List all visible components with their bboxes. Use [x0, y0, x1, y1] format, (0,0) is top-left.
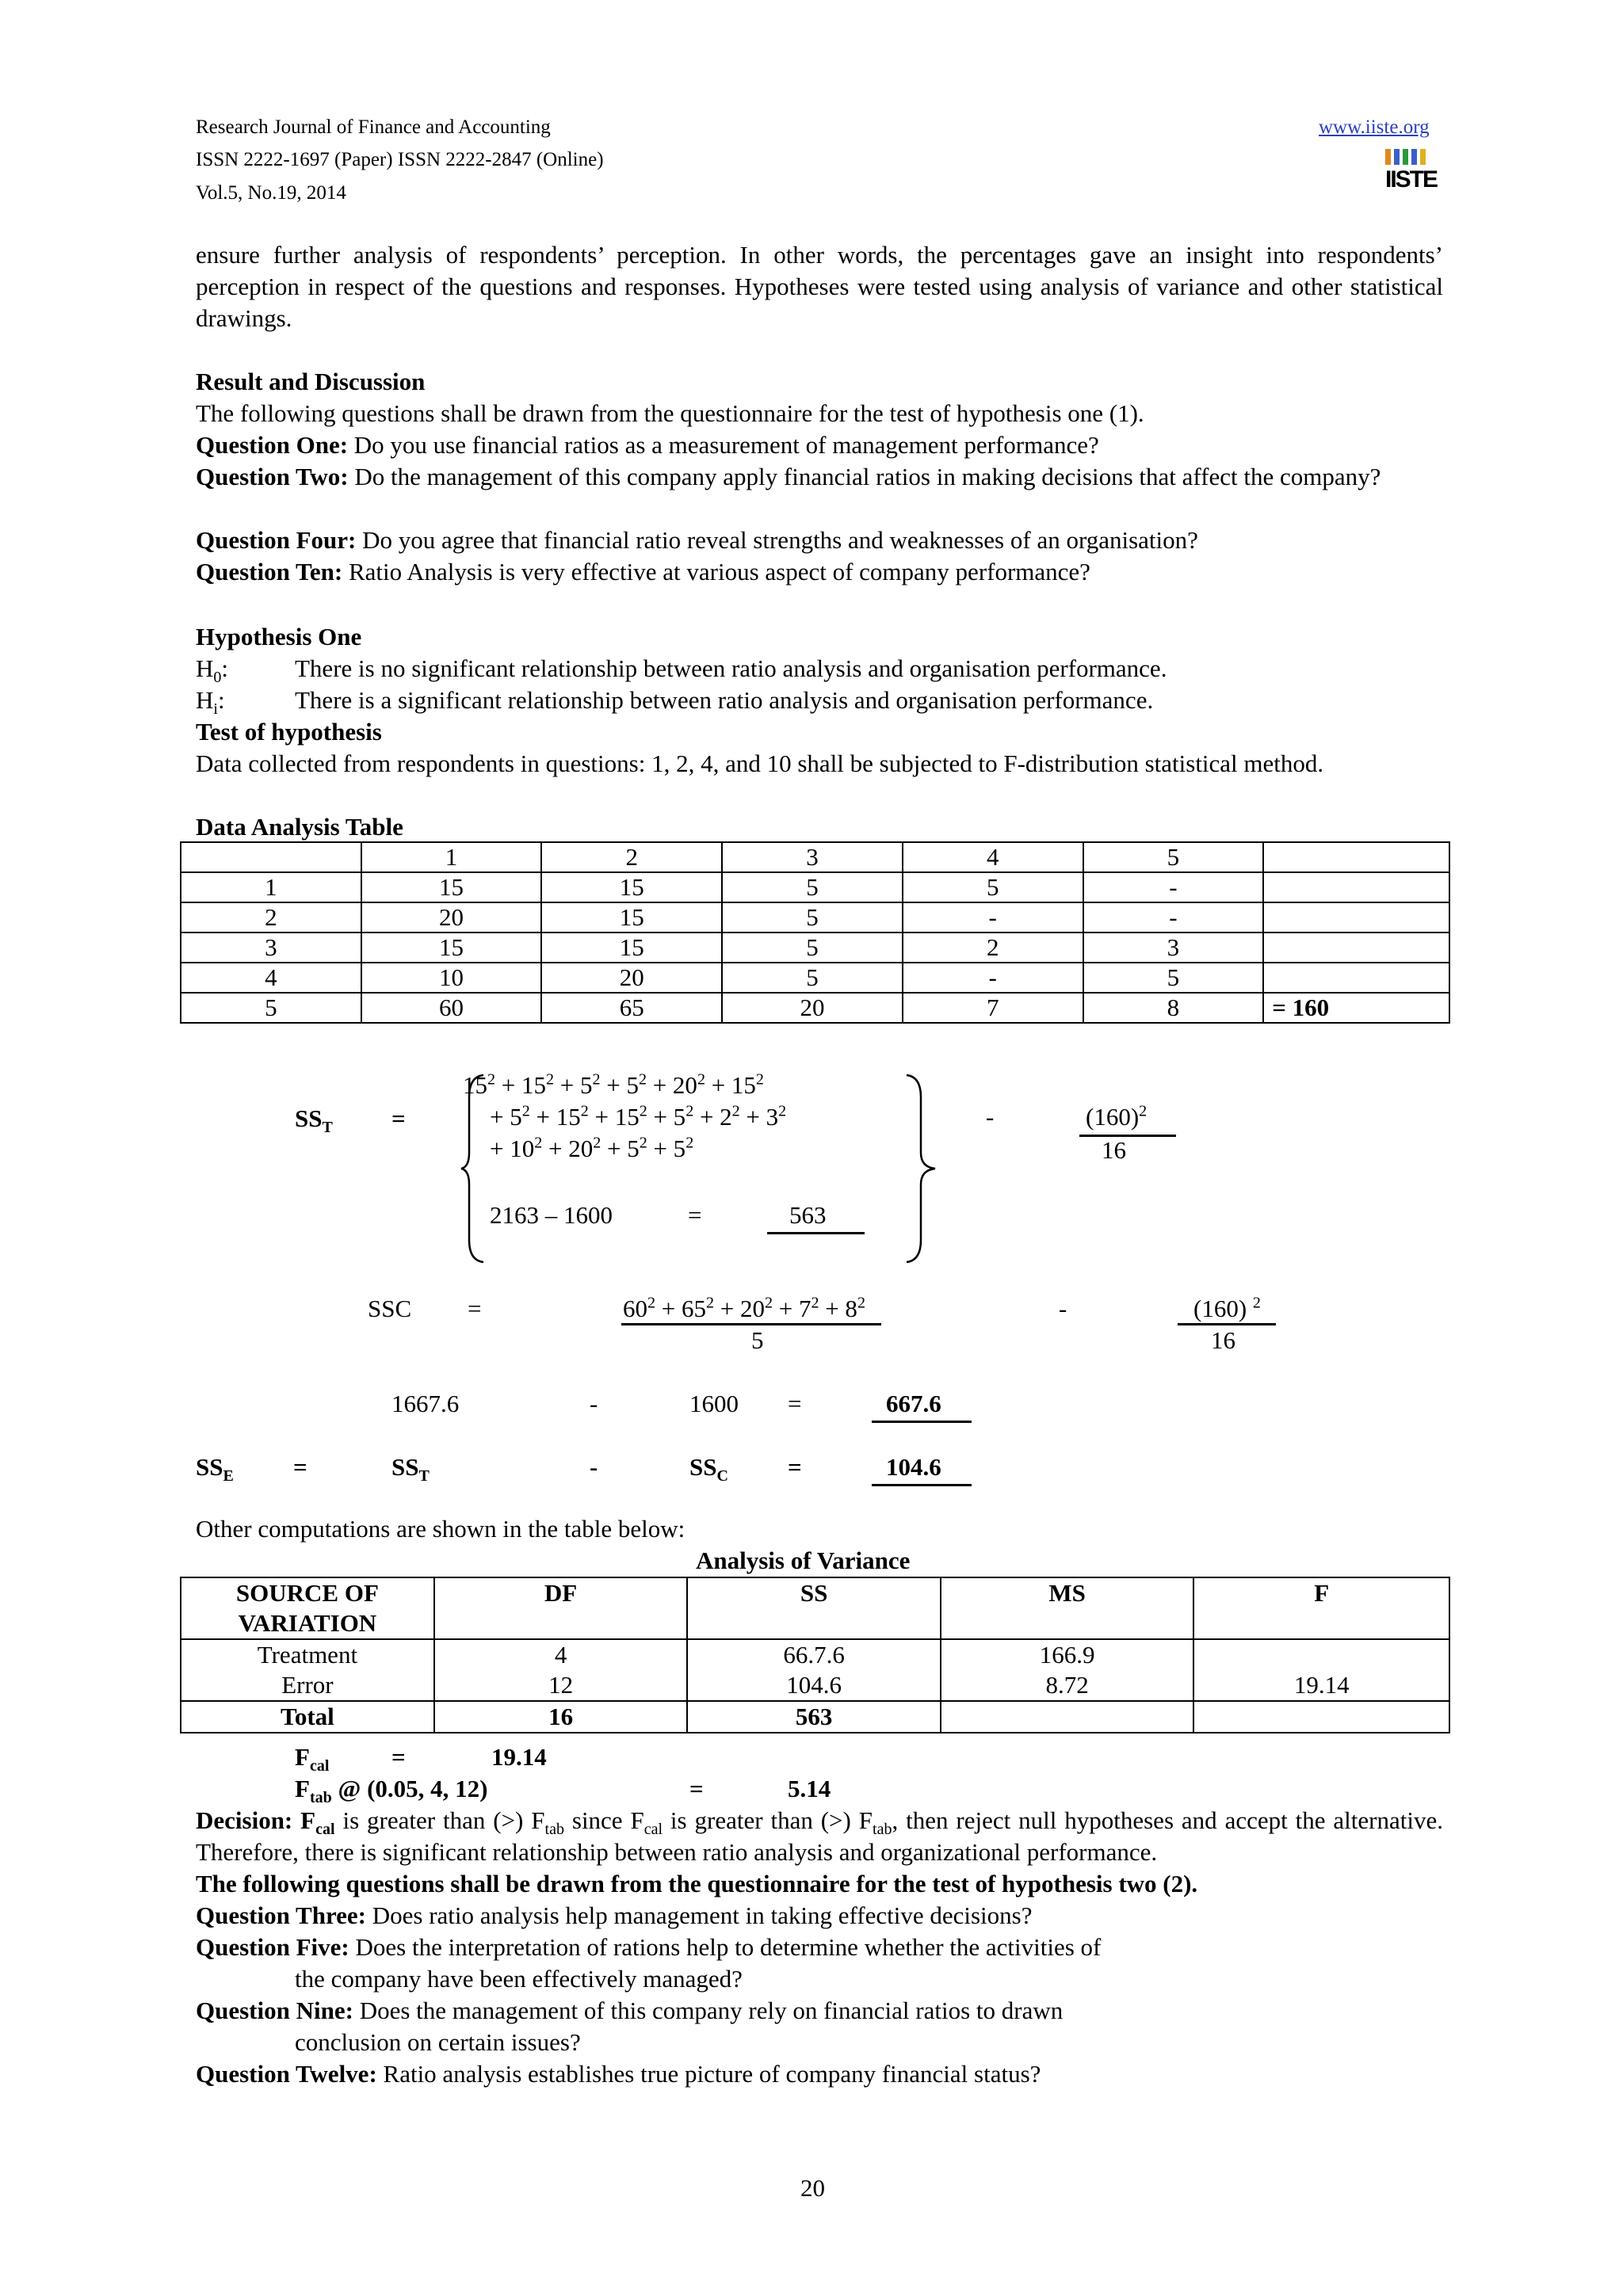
table-cell: 7 [903, 993, 1083, 1023]
question-nine: Question Nine: Does the management of this company rely on financial ratios to drawn [196, 1997, 1064, 2024]
results-intro: The following questions shall be drawn from the questionnaire for the test of hypothesis one (1). [196, 399, 1144, 427]
table-cell: 563 [687, 1701, 941, 1733]
journal-issn: ISSN 2222-1697 (Paper) ISSN 2222-2847 (Online) [196, 149, 604, 170]
table-cell [1263, 902, 1449, 933]
ftab-value: 5.14 [788, 1775, 831, 1802]
ftab-equals: = [689, 1775, 704, 1802]
table-cell: 5 [722, 963, 903, 993]
table-cell: 8 [1083, 993, 1264, 1023]
table-cell: - [1083, 902, 1264, 933]
table-header-row [181, 1577, 1449, 1639]
results-heading: Result and Discussion [196, 368, 426, 395]
question-text: Do you use financial ratios as a measurement of management performance? [353, 431, 1099, 459]
table-cell: 5 [722, 902, 903, 933]
table-cell [1263, 933, 1449, 963]
sst-equals: = [391, 1104, 406, 1132]
test-text: Data collected from respondents in questions: 1, 2, 4, and 10 shall be subjected to F-distribution statistical method. [196, 749, 1324, 777]
sst-calc-equals: = [688, 1201, 702, 1229]
table-header-cell: DF [434, 1577, 687, 1639]
ssc-fraction-denominator: 16 [1211, 1326, 1235, 1354]
table-header-cell: SOURCE OF VARIATION [181, 1577, 434, 1639]
sse-equals-2: = [788, 1453, 802, 1481]
ftab-label: $F_{tab}$ @ (0.05, 4, 12) [295, 1775, 488, 1807]
sse-result-underline [872, 1484, 972, 1486]
question-label: Question Four: [196, 526, 357, 554]
table-cell: 5 [181, 993, 361, 1023]
question-label: Question Two: [196, 463, 349, 490]
question-twelve: Question Twelve: Ratio analysis establishes true picture of company financial status? [196, 2060, 1041, 2088]
logo-text: IISTE [1385, 166, 1438, 193]
table-cell [181, 842, 361, 872]
table-cell: 4 [181, 963, 361, 993]
question-five-cont: the company have been effectively managed? [295, 1965, 743, 1993]
iiste-logo [1385, 149, 1438, 193]
ssc-label: SSC [368, 1295, 412, 1322]
sst-line-2: + $5^2 + 15^2 + 15^2 + 5^2 + 2^2 + 3^2$ [490, 1102, 787, 1131]
sst-fraction-denominator: 16 [1102, 1136, 1126, 1164]
question-label: Question One: [196, 431, 349, 459]
sst-fraction-bar [1079, 1135, 1176, 1137]
decision-paragraph: Decision: $F_{cal}$ is greater than (>) $F_{tab}$ since $F_{cal}$ is greater than (>) $F_{tab}$, then reject null hypotheses and accept the alternative. Therefore, there is significant relationship between ratio analysis and organizational performance. [196, 1806, 1443, 1866]
sst-result-underline [767, 1232, 865, 1234]
h0-label: $H_0$: [196, 654, 229, 687]
ssc-calc-minus: - [590, 1390, 598, 1417]
table-cell: 1 [361, 842, 542, 872]
table-cell: 60 [361, 993, 542, 1023]
sse-minus: - [590, 1453, 598, 1481]
table-cell: Total [181, 1701, 434, 1733]
table-cell: 10 [361, 963, 542, 993]
question-text: Ratio Analysis is very effective at various aspect of company performance? [348, 558, 1090, 585]
question-four [196, 524, 1443, 556]
journal-website-link[interactable]: www.iiste.org [1319, 116, 1430, 138]
table-cell: 166.9 8.72 [941, 1639, 1194, 1701]
journal-name: Research Journal of Finance and Accounting [196, 116, 551, 138]
fcal-value: 19.14 [491, 1743, 547, 1771]
sst-line-3: + $10^2 + 20^2 + 5^2 + 5^2$ [490, 1134, 694, 1162]
sst-fraction-numerator: $(160)^2$ [1086, 1102, 1148, 1131]
table-cell: 15 [541, 933, 722, 963]
ssc-equals: = [468, 1295, 482, 1322]
table-row [181, 1639, 1449, 1701]
table-cell: 15 [361, 872, 542, 902]
anova-lead-text: Other computations are shown in the table below: [196, 1515, 685, 1543]
question-text: Do the management of this company apply financial ratios in making decisions that affect the company? [354, 463, 1381, 490]
table-cell: 3 [181, 933, 361, 963]
sse-equals: = [293, 1453, 307, 1481]
table-cell: 15 [361, 933, 542, 963]
journal-volume: Vol.5, No.19, 2014 [196, 182, 346, 204]
intro-paragraph: ensure further analysis of respondents’ perception. In other words, the percentages gave an insight into respondents’ perception in respect of the questions and responses. Hypotheses were tested using analysis of variance and other statistical drawings. [196, 241, 1443, 332]
data-analysis-table [180, 841, 1450, 1024]
anova-table [180, 1577, 1450, 1733]
table-cell: 5 [1083, 963, 1264, 993]
table-cell: 4 12 [434, 1639, 687, 1701]
question-three: Question Three: Does ratio analysis help management in taking effective decisions? [196, 1901, 1033, 1929]
table-cell: 66.7.6 104.6 [687, 1639, 941, 1701]
test-heading: Test of hypothesis [196, 718, 382, 746]
table-cell: 20 [722, 993, 903, 1023]
h0-text: There is no significant relationship between ratio analysis and organisation performance. [295, 654, 1167, 682]
table-cell: 2 [541, 842, 722, 872]
left-brace-icon [460, 1074, 491, 1264]
table-cell: - [903, 902, 1083, 933]
table-cell: Treatment Error [181, 1639, 434, 1701]
hi-text: There is a significant relationship between ratio analysis and organisation performance. [295, 686, 1154, 714]
ssc-result-underline [872, 1421, 972, 1423]
sst-label: $SS_T$ [295, 1104, 333, 1137]
table-cell [1263, 872, 1449, 902]
table-row [181, 872, 1449, 902]
ssc-denominator: 5 [751, 1326, 764, 1354]
table-cell [941, 1701, 1194, 1733]
table-cell: - [1083, 872, 1264, 902]
question-text: Do you agree that financial ratio reveal strengths and weaknesses of an organisation? [362, 526, 1198, 554]
table-cell: 5 [1083, 842, 1264, 872]
table-cell: 19.14 [1193, 1639, 1449, 1701]
table-cell: 3 [1083, 933, 1264, 963]
sst-line-1: $15^2 + 15^2 + 5^2 + 5^2 + 20^2 + 15^2$ [463, 1070, 764, 1099]
hypothesis-two-intro: The following questions shall be drawn from the questionnaire for the test of hypothesis two (2). [196, 1870, 1198, 1897]
data-table-title: Data Analysis Table [196, 813, 403, 841]
question-five: Question Five: Does the interpretation of rations help to determine whether the activities of [196, 1933, 1102, 1961]
table-cell: 65 [541, 993, 722, 1023]
hypothesis-heading: Hypothesis One [196, 623, 362, 650]
table-header-row [181, 842, 1449, 872]
ssc-fraction-numerator: (160) $^2$ [1193, 1294, 1261, 1322]
page-number: 20 [800, 2174, 825, 2202]
sse-sst: $SS_T$ [391, 1453, 430, 1486]
hi-label: $H_i$: [196, 686, 225, 719]
table-header-cell: F [1193, 1577, 1449, 1639]
table-row [181, 1701, 1449, 1733]
ssc-minus: - [1059, 1295, 1067, 1322]
table-cell: 15 [541, 902, 722, 933]
sse-label: $SS_E$ [196, 1453, 234, 1486]
question-label: Question Ten: [196, 558, 343, 585]
table-cell: 5 [903, 872, 1083, 902]
table-cell: 4 [903, 842, 1083, 872]
table-cell: 2 [903, 933, 1083, 963]
table-row [181, 902, 1449, 933]
table-cell: 5 [722, 933, 903, 963]
table-cell: 15 [541, 872, 722, 902]
sst-calc: 2163 – 1600 [490, 1201, 613, 1229]
table-header-cell: MS [941, 1577, 1194, 1639]
sst-minus: - [986, 1103, 995, 1131]
table-cell: 1 [181, 872, 361, 902]
table-header-cell: SS [687, 1577, 941, 1639]
table-cell [1263, 842, 1449, 872]
ssc-result: 667.6 [886, 1390, 941, 1417]
question-two [196, 461, 1443, 493]
table-cell: 20 [361, 902, 542, 933]
fcal-label: $F_{cal}$ [295, 1743, 330, 1775]
ssc-calc-b: 1600 [689, 1390, 739, 1417]
anova-title: Analysis of Variance [696, 1547, 911, 1574]
sse-result: 104.6 [886, 1453, 941, 1481]
table-row [181, 963, 1449, 993]
table-cell: 3 [722, 842, 903, 872]
sst-result: 563 [789, 1201, 827, 1229]
ssc-calc-equals: = [788, 1390, 802, 1417]
table-row [181, 933, 1449, 963]
table-cell [1263, 963, 1449, 993]
ssc-calc-a: 1667.6 [391, 1390, 460, 1417]
table-cell: 16 [434, 1701, 687, 1733]
table-cell: 20 [541, 963, 722, 993]
table-cell: = 160 [1263, 993, 1449, 1023]
right-brace-icon [902, 1074, 938, 1264]
logo-bars-icon [1385, 149, 1438, 166]
question-one [196, 429, 1443, 461]
table-cell: - [903, 963, 1083, 993]
ssc-numerator: $60^2 + 65^2 + 20^2 + 7^2 + 8^2$ [623, 1294, 865, 1322]
table-cell: 5 [722, 872, 903, 902]
sse-ssc: $SS_C$ [689, 1453, 728, 1486]
table-row [181, 993, 1449, 1023]
question-ten [196, 556, 1443, 588]
fcal-equals: = [391, 1743, 406, 1771]
table-cell: 2 [181, 902, 361, 933]
table-cell [1193, 1701, 1449, 1733]
question-nine-cont: conclusion on certain issues? [295, 2028, 581, 2056]
